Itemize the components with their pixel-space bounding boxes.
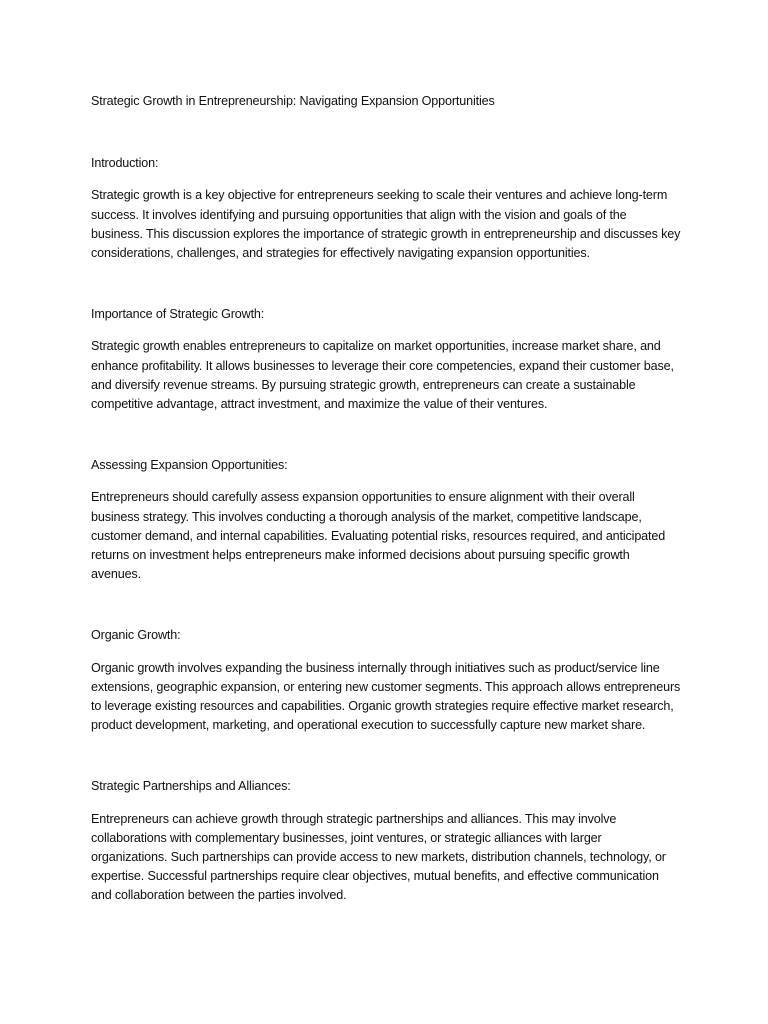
section-heading: Strategic Partnerships and Alliances: <box>91 779 291 794</box>
section-heading: Introduction: <box>91 156 159 171</box>
section-heading: Importance of Strategic Growth: <box>91 307 265 322</box>
section-heading: Assessing Expansion Opportunities: <box>91 458 288 473</box>
section-paragraph: Entrepreneurs can achieve growth through strategic partnerships and alliances. This may involve collaborations with complementary businesses, joint ventures, or strategic alliances with larger organizations. Such partnerships can provide access to new markets, distribution channels, technology, or expertise. Successful partnerships require clear objectives, mutual benefits, and effective communication and collaboration between the parties involved. <box>91 811 666 903</box>
section-paragraph: Entrepreneurs should carefully assess expansion opportunities to ensure alignment with their overall business strategy. This involves conducting a thorough analysis of the market, competitive landscape, customer demand, and internal capabilities. Evaluating potential risks, resources required, and anticipated returns on investment helps entrepreneurs make informed decisions about pursuing specific growth avenues. <box>91 490 666 582</box>
section-assessing-expansion-opportunities <box>91 456 681 584</box>
section-strategic-partnerships <box>91 777 681 905</box>
section-heading: Organic Growth: <box>91 628 181 643</box>
document-content <box>91 92 681 948</box>
section-importance-of-strategic-growth <box>91 305 681 414</box>
section-introduction <box>91 154 681 263</box>
section-organic-growth <box>91 626 681 735</box>
document-title: Strategic Growth in Entrepreneurship: Navigating Expansion Opportunities <box>91 94 495 108</box>
section-paragraph: Strategic growth is a key objective for entrepreneurs seeking to scale their ventures and achieve long-term success. It involves identifying and pursuing opportunities that align with the vision and goals of the business. This discussion explores the importance of strategic growth in entrepreneurship and discusses key considerations, challenges, and strategies for effectively navigating expansion opportunities. <box>91 188 681 261</box>
section-paragraph: Organic growth involves expanding the business internally through initiatives such as product/service line extensions, geographic expansion, or entering new customer segments. This approach allows entrepreneurs to leverage existing resources and capabilities. Organic growth strategies require effective market research, product development, marketing, and operational execution to successfully capture new market share. <box>91 660 681 733</box>
section-paragraph: Strategic growth enables entrepreneurs to capitalize on market opportunities, increase market share, and enhance profitability. It allows businesses to leverage their core competencies, expand their customer base, and diversify revenue streams. By pursuing strategic growth, entrepreneurs can create a sustainable competitive advantage, attract investment, and maximize the value of their ventures. <box>91 339 674 412</box>
